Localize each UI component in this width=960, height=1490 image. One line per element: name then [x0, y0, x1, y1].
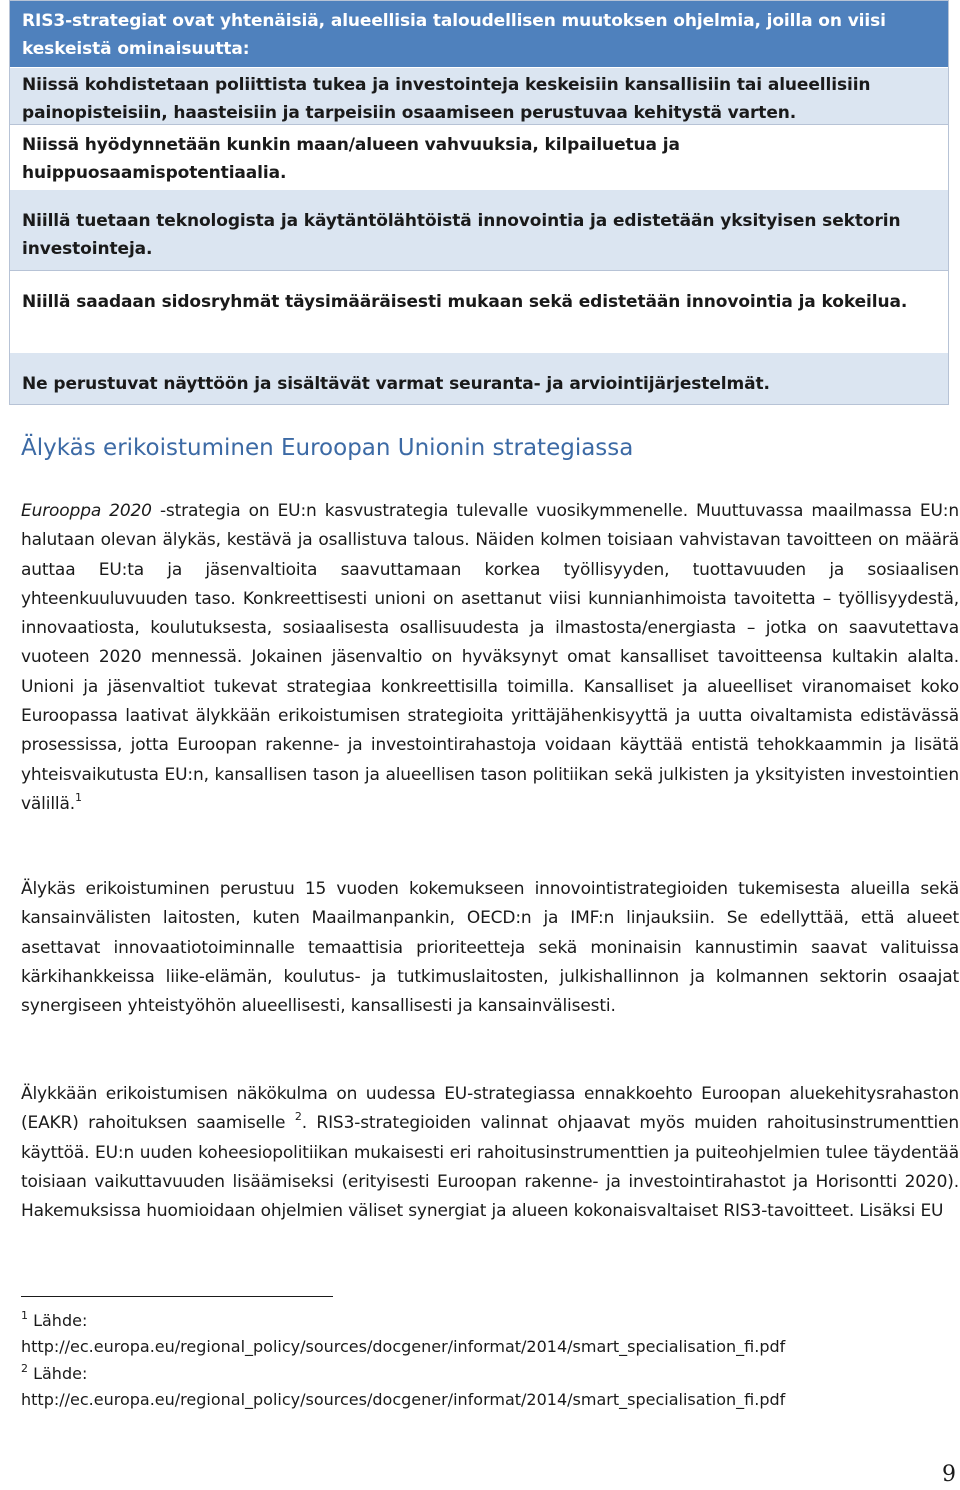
footnote-2-url[interactable]: http://ec.europa.eu/regional_policy/sources/docgener/informat/2014/smart_specialisation_fi.pdf	[21, 1390, 786, 1409]
paragraph-2: Älykäs erikoistuminen perustuu 15 vuoden kokemukseen innovointistrategioiden tukemisesta alueilla sekä kansainvälisten laitosten, kuten Maailmanpankin, OECD:n ja IMF:n linjauksiin. Se edellyttää, että alueet asettavat innovaatiotoiminnalle temaattisia prioriteetteja sekä moninaisin kannustimin saavat valituissa kärkihankkeissa liike-elämän, koulutus- ja tutkimuslaitosten, julkishallinnon ja kolmannen sektorin osaajat synergiseen yhteistyöhön alueellisesti, kansallisesti ja kansainvälisesti.	[21, 879, 959, 1017]
section-heading: Älykäs erikoistuminen Euroopan Unionin strategiassa	[21, 435, 634, 461]
box-item-3: Niillä tuetaan teknologista ja käytäntölähtöistä innovointia ja edistetään yksityisen sektorin investointeja.	[10, 189, 948, 270]
box-item-4: Niillä saadaan sidosryhmät täysimääräisesti mukaan sekä edistetään innovointia ja kokeilua.	[10, 270, 948, 352]
paragraph-1-text: -strategia on EU:n kasvustrategia tulevalle vuosikymmenelle. Muuttuvassa maailmassa EU:n halutaan olevan älykäs, kestävä ja osallistuva talous. Näiden kolmen toisiaan vahvistavan tavoitteen on määrä auttaa EU:ta ja jäsenvaltioita saavuttamaan korkea työllisyyden, tuottavuuden ja sosiaalisen yhteenkuuluvuuden taso. Konkreettisesti unioni on asettanut viisi kunnianhimoista tavoitetta – työllisyydestä, innovaatiosta, koulutuksesta, sosiaalisesta osallisuudesta ja ilmastosta/energiasta – jotka on saavutettava vuoteen 2020 mennessä. Jokainen jäsenvaltio on hyväksynyt omat kansalliset tavoitteensa kultakin alalta. Unioni ja jäsenvaltiot tukevat strategiaa konkreettisilla toimilla. Kansalliset ja alueelliset viranomaiset koko Euroopassa laativat älykkään erikoistumisen strategioita yrittäjähenkisyyttä ja uutta oivaltamista edistävässä prosessissa, jotta Euroopan rakenne- ja investointirahastoja voidaan käyttää entistä tehokkaammin ja lisätä yhteisvaikutusta EU:n, kansallisen tason ja alueellisen tason politiikan sekä julkisten ja yksityisten investointien välillä.	[21, 501, 960, 814]
box-header: RIS3-strategiat ovat yhtenäisiä, alueellisia taloudellisen muutoksen ohjelmia, joilla on viisi keskeistä ominaisuutta:	[10, 1, 948, 67]
box-item-2: Niissä hyödynnetään kunkin maan/alueen vahvuuksia, kilpailuetua ja huippuosaamispotentiaalia.	[10, 124, 948, 189]
box-item-5: Ne perustuvat näyttöön ja sisältävät varmat seuranta- ja arviointijärjestelmät.	[10, 352, 948, 404]
footnote-1-label: Lähde:	[28, 1311, 88, 1330]
footnote-1	[21, 1308, 785, 1360]
footnote-2-label: Lähde:	[28, 1364, 88, 1383]
footnote-1-number: 1	[21, 1309, 28, 1322]
footnote-ref-2: 2	[294, 1110, 302, 1124]
paragraph-3-text-after: . RIS3-strategioiden valinnat ohjaavat myös muiden rahoitusinstrumenttien käyttöä. EU:n uuden koheesiopolitiikan mukaisesti eri rahoitusinstrumenttien ja puiteohjelmien tulee täydentää toisiaan vaikuttavuuden lisäämiseksi (erityisesti Euroopan rakenne- ja investointirahastot ja Horisontti 2020). Hakemuksissa huomioidaan ohjelmien väliset synergiat ja alueen kokonaisvaltaiset RIS3-tavoitteet. Lisäksi EU	[21, 1113, 959, 1222]
footnote-divider	[21, 1296, 333, 1297]
footnote-2-number: 2	[21, 1362, 28, 1375]
footnote-ref-1: 1	[75, 790, 82, 804]
page-number: 9	[942, 1462, 956, 1487]
paragraph-1-italic-lead: Eurooppa 2020	[21, 501, 152, 521]
paragraph-1	[21, 497, 959, 819]
ris3-features-box	[9, 0, 949, 405]
paragraph-3	[21, 1080, 959, 1226]
paragraph-3-text-before: Älykkään erikoistumisen näkökulma on uudessa EU-strategiassa ennakkoehto Euroopan aluekehitysrahaston (EAKR) rahoituksen saamiselle	[21, 1084, 959, 1134]
footnote-2	[21, 1361, 785, 1413]
box-item-1: Niissä kohdistetaan poliittista tukea ja investointeja keskeisiin kansallisiin tai alueellisiin painopisteisiin, haasteisiin ja tarpeisiin osaamiseen perustuvaa kehitystä varten.	[10, 67, 948, 124]
footnote-1-url[interactable]: http://ec.europa.eu/regional_policy/sources/docgener/informat/2014/smart_specialisation_fi.pdf	[21, 1337, 786, 1356]
